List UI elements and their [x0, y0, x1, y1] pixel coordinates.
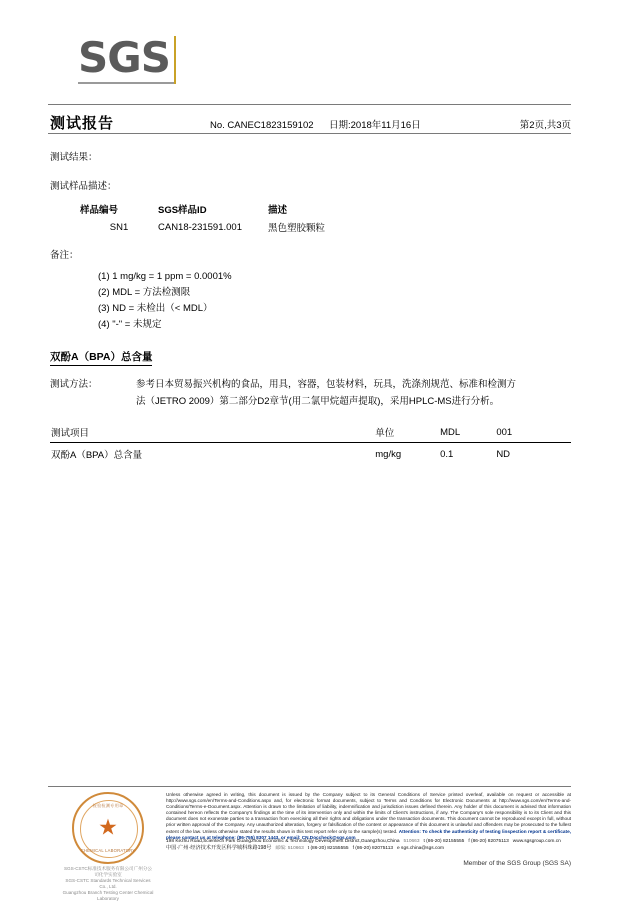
address-en-web: www.sgsgroup.com.cn [512, 839, 561, 844]
stamp-top-text: 检验检测专用章 [92, 803, 124, 808]
address-en-tel: t (86-20) 82155555 [423, 839, 465, 844]
logo-underline [78, 82, 174, 84]
sgs-logo: SGS [78, 33, 170, 82]
test-method-line-2: 法（JETRO 2009）第二部分D2章节(用二氯甲烷超声提取)，采用HPLC-MS进行分析。 [136, 396, 500, 407]
address-cn-mail: e sgs.china@sgs.com [397, 846, 445, 851]
address-cn-tel: t (86-20) 82155555 [307, 846, 349, 851]
sample-description-label: 测试样品描述： [50, 181, 117, 192]
address-en-zip: 510663 [403, 839, 420, 844]
logo-accent-bar [174, 36, 176, 84]
bpa-section [50, 333, 571, 462]
address-row-en [166, 838, 571, 845]
report-date: 日期:2018年11月16日 [329, 120, 421, 131]
sample-sgs-id: CAN18-231591.001 [158, 221, 242, 233]
report-number: No. CANEC1823159102 [210, 120, 314, 131]
list-item: (2) MDL = 方法检测限 [98, 287, 191, 298]
sample-desc: 黑色塑胶颗粒 [268, 223, 326, 234]
sgs-logo-block [78, 33, 188, 84]
page-title: 测试报告 [50, 115, 115, 132]
sample-table-header-id: SGS样品ID [158, 205, 207, 216]
stamp-caption-line-1: SGS-CSTC标准技术服务有限公司广州分公司化学实验室 [63, 866, 153, 877]
member-note: Member of the SGS Group (SGS SA) [463, 860, 571, 867]
remarks-list [98, 269, 571, 333]
title-divider [48, 133, 571, 134]
list-item: (1) 1 mg/kg = 1 ppm = 0.0001% [98, 271, 232, 282]
address-cn-zip: 邮编: 510663 [275, 846, 304, 851]
address-row-cn [166, 845, 571, 852]
result-value: ND [496, 448, 511, 460]
footer-address [166, 838, 571, 852]
test-method-text [136, 376, 571, 410]
sample-table-header-row [80, 202, 428, 219]
results-header-row [50, 424, 571, 443]
remarks-label: 备注： [50, 250, 79, 261]
results-table [50, 424, 571, 462]
report-body [50, 136, 571, 462]
legal-disclaimer [166, 792, 571, 841]
company-stamp [62, 792, 154, 901]
header-divider [48, 104, 571, 105]
list-item: (4) "-" = 未规定 [98, 319, 162, 330]
address-cn: 中国·广州·经济技术开发区科学城科珠路198号 [166, 845, 272, 851]
stamp-bottom-text: CHEMICAL LABORATORY [80, 848, 136, 853]
address-cn-fax: f (86-20) 82075113 [352, 846, 394, 851]
results-header-sample: 001 [495, 424, 571, 443]
results-header-item: 测试项目 [50, 424, 374, 443]
sample-table-header-desc: 描述 [268, 205, 288, 216]
stamp-circle [72, 792, 144, 864]
legal-body-text: Unless otherwise agreed in writing, this document is issued by the Company subject to its General Conditions of Service printed overleaf, available on request or accessible at http://www.sgs.com/en/Terms-and-Conditions.aspx and, for electronic format documents, subject to Terms and Conditions for Electronic Documents at http://www.sgs.com/en/Terms-and-Conditions/Terms-e-Document.aspx. Attention is drawn to the limitation of liability, indemnification and jurisdiction issues defined therein. Any holder of this document is advised that information contained hereon reflects the Company's findings at the time of its intervention only and within the limits of Client's instructions, if any. The Company's sole responsibility is to its Client and this document does not exonerate parties to a transaction from exercising all their rights and obligations under the transaction documents. This document cannot be reproduced except in full, without prior written approval of the Company. Any unauthorized alteration, forgery or falsification of the content or appearance of this document is unlawful and offenders may be prosecuted to the fullest extent of the law. Unless otherwise stated the results shown in this test report refer only to the sample(s) tested. [166, 792, 571, 834]
test-method-line-1: 参考日本贸易振兴机构的食品，用具，容器，包装材料，玩具，洗涤剂规范、标准和检测方 [136, 379, 517, 390]
star-icon: ★ [98, 814, 118, 840]
bpa-section-heading: 双酚A（BPA）总含量 [50, 349, 152, 366]
stamp-caption [62, 866, 154, 902]
test-method-row [50, 376, 571, 410]
verify-notice: Attention: To check the authenticity of testing /inspection report & certificate, please contact us at telephone: (86-755) 8307 1443, or email: CN.Doccheck@sgs.com [166, 828, 571, 840]
report-header-row [50, 112, 571, 133]
result-unit: mg/kg [375, 448, 402, 460]
sample-table-header-no: 样品编号 [80, 205, 119, 216]
results-header-mdl: MDL [439, 424, 495, 443]
footer-divider [48, 786, 571, 787]
stamp-caption-line-3: Guangzhou Branch Testing Center Chemical Laboratory [62, 890, 154, 901]
table-row [50, 443, 571, 463]
result-item-name: 双酚A（BPA）总含量 [51, 450, 143, 461]
sample-table [80, 202, 428, 234]
sample-no: SN1 [109, 221, 129, 233]
list-item: (3) ND = 未检出（< MDL） [98, 303, 213, 314]
result-mdl: 0.1 [440, 448, 454, 460]
results-header-unit: 单位 [374, 424, 439, 443]
page-counter: 第2页,共3页 [519, 120, 571, 131]
address-en-fax: f (86-20) 82075113 [468, 839, 509, 844]
test-method-label: 测试方法： [50, 379, 98, 390]
table-row [80, 219, 428, 234]
results-label: 测试结果： [50, 152, 98, 163]
stamp-caption-line-2: SGS-CSTC Standards Technical Services Co., Ltd. [65, 878, 151, 889]
address-en: 198 Kezhu Road,Scientech Park Guangzhou Economic & Technology Development District,Guangzhou,China [166, 839, 400, 844]
